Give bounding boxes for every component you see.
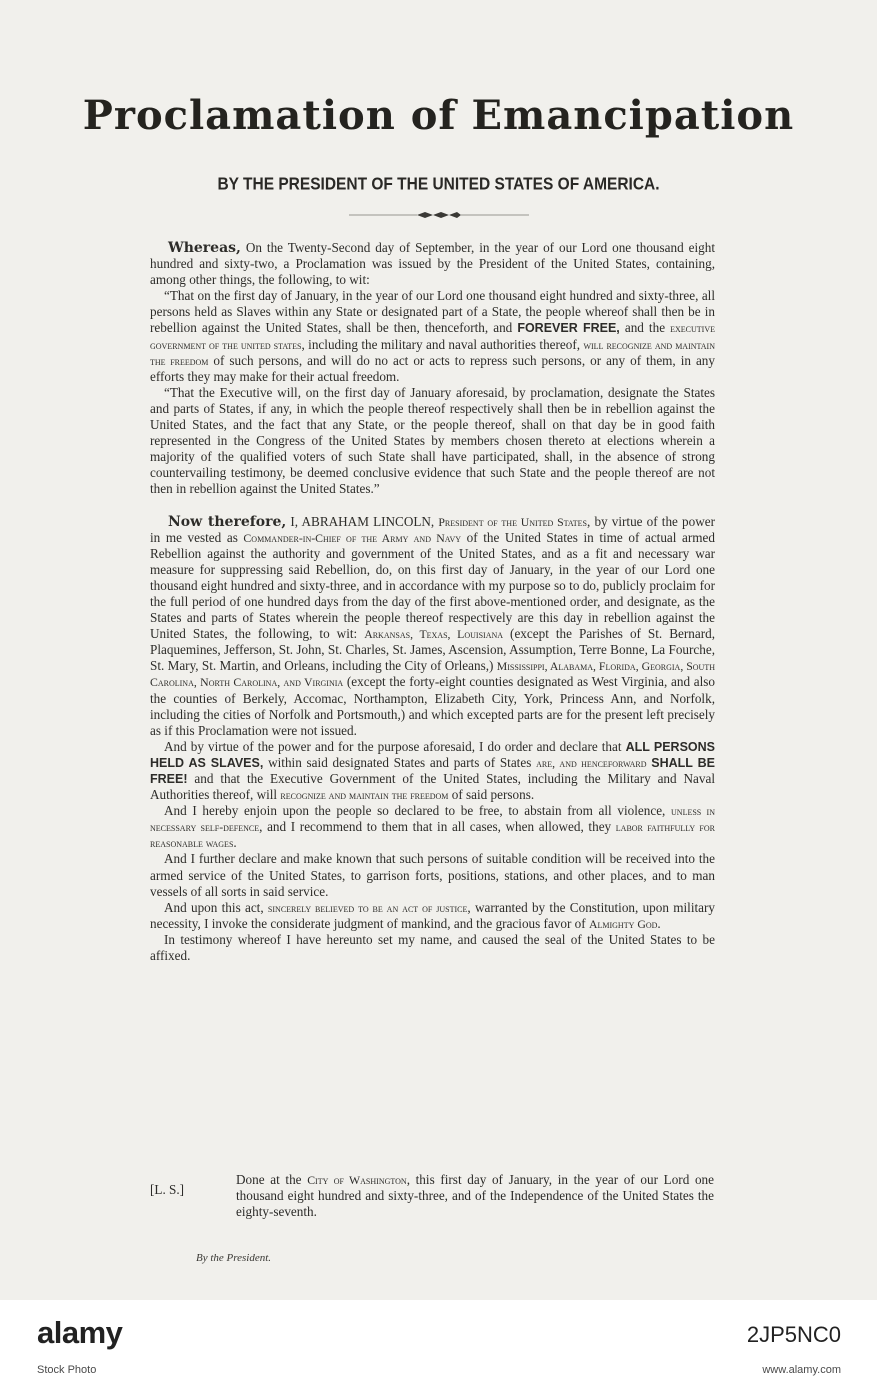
whereas-lead: Whereas, — [168, 240, 241, 256]
paragraph-quote-2: “That the Executive will, on the first day of January aforesaid, by proclamation, designate the States and parts of States, if any, in which the people thereof respectively shall then be in rebellion against the United States, and the fact that any State, or the people thereof, shall on that day be in good faith represented in the Congress of the United States by members chosen thereto at elections wherein a majority of the qualified voters of such State shall have participated, shall, in the absence of strong countervailing testimony, be deemed conclusive evidence that such State and the people thereof are not then in rebellion against the United States.” — [150, 384, 715, 497]
seal-mark: [L. S.] — [150, 1182, 185, 1197]
watermark-url: www.alamy.com — [762, 1364, 841, 1376]
paragraph-whereas: Whereas, On the Twenty-Second day of September, in the year of our Lord one thousand eight hundred and sixty-two, a Proclamation was issued by the President of the United States, containing, among other things, the following, to wit: — [150, 240, 715, 288]
paragraph-quote-1: “That on the first day of January, in the year of our Lord one thousand eight hundred and sixty-three, all persons held as Slaves within any State or designated part of a State, the people whereof shall then be in rebellion against the United States, shall be then, thenceforth, and FOREVER FREE, and the executive government of the united states, including the military and naval authorities thereof, will recognize and maintain the freedom of such persons, and will do no act or acts to repress such persons, or any of them, in any efforts they may make for their actual freedom. — [150, 288, 715, 384]
ornament-divider — [0, 205, 877, 235]
paragraph-testimony: In testimony whereof I have hereunto set my name, and caused the seal of the United States to be affixed. — [150, 931, 715, 964]
done-at-statement: Done at the City of Washington, this first day of January, in the year of our Lord one thousand eight hundred and sixty-three, and of the Independence of the United States the eighty-seventh. — [236, 1172, 714, 1220]
document-subtitle: BY THE PRESIDENT OF THE UNITED STATES OF AMERICA. — [217, 174, 660, 195]
paragraph-justice: And upon this act, sincerely believed to be an act of justice, warranted by the Constitution, upon military necessity, I invoke the considerate judgment of mankind, and the gracious favor of Almighty God. — [150, 899, 715, 931]
paragraph-armed-service: And I further declare and make known that such persons of suitable condition will be received into the armed service of the United States, to garrison forts, positions, stations, and other places, and to man vessels of all sorts in said service. — [150, 851, 715, 899]
watermark-logo: alamy — [37, 1315, 123, 1350]
watermark-stock-text: Stock Photo — [37, 1364, 97, 1376]
watermark-bar — [0, 1300, 877, 1390]
watermark-image-id: 2JP5NC0 — [746, 1322, 841, 1347]
closing-block — [150, 1172, 715, 1232]
paragraph-now-therefore: Now therefore, I, ABRAHAM LINCOLN, President of the United States, by virtue of the power in me vested as Commander-in-Chief of the Army and Navy of the United States in time of actual armed Rebellion against the authority and government of the United States, and as a fit and necessary war measure for suppressing said Rebellion, do, on this first day of January, in the year of our Lord one thousand eight hundred and sixty-three, and in accordance with my purpose so to do, publicly proclaim for the full period of one hundred days from the day of the first above-mentioned order, and designate, as the States and parts of States wherein the people thereof respectively are this day in rebellion against the United States, the following, to wit: Arkansas, Texas, Louisiana (except the Parishes of St. Bernard, Plaquemines, Jefferson, St. John, St. Charles, St. James, Ascension, Assumption, Terre Bonne, La Fourche, St. Mary, St. Martin, and Orleans, including the City of Orleans,) Mississippi, Alabama, Florida, Georgia, South Carolina, North Carolina, and Virginia (except the forty-eight counties designated as West Virginia, and also the counties of Berkely, Accomac, Northampton, Elizabeth City, York, Princess Ann, and Norfolk, including the cities of Norfolk and Portsmouth,) and which excepted parts are for the present left precisely as if this Proclamation were not issued. — [150, 513, 716, 738]
byline: By the President. — [196, 1252, 272, 1264]
now-therefore-lead: Now therefore, — [168, 513, 287, 530]
paragraph-enjoin: And I hereby enjoin upon the people so declared to be free, to abstain from all violence, unless in necessary self-defence, and I recommend to them that in all cases, when allowed, they labor faithfully for reasonable wages. — [150, 803, 715, 851]
proclamation-body — [150, 240, 715, 964]
document-title: Proclamation of Emancipation — [82, 92, 795, 139]
paragraph-order: And by virtue of the power and for the purpose aforesaid, I do order and declare that ALL PERSONS HELD AS SLAVES, within said designated States and parts of States are, and henceforward SHALL BE FREE! and that the Executive Government of the United States, including the Military and Naval Authorities thereof, will recognize and maintain the freedom of said persons. — [150, 738, 715, 803]
